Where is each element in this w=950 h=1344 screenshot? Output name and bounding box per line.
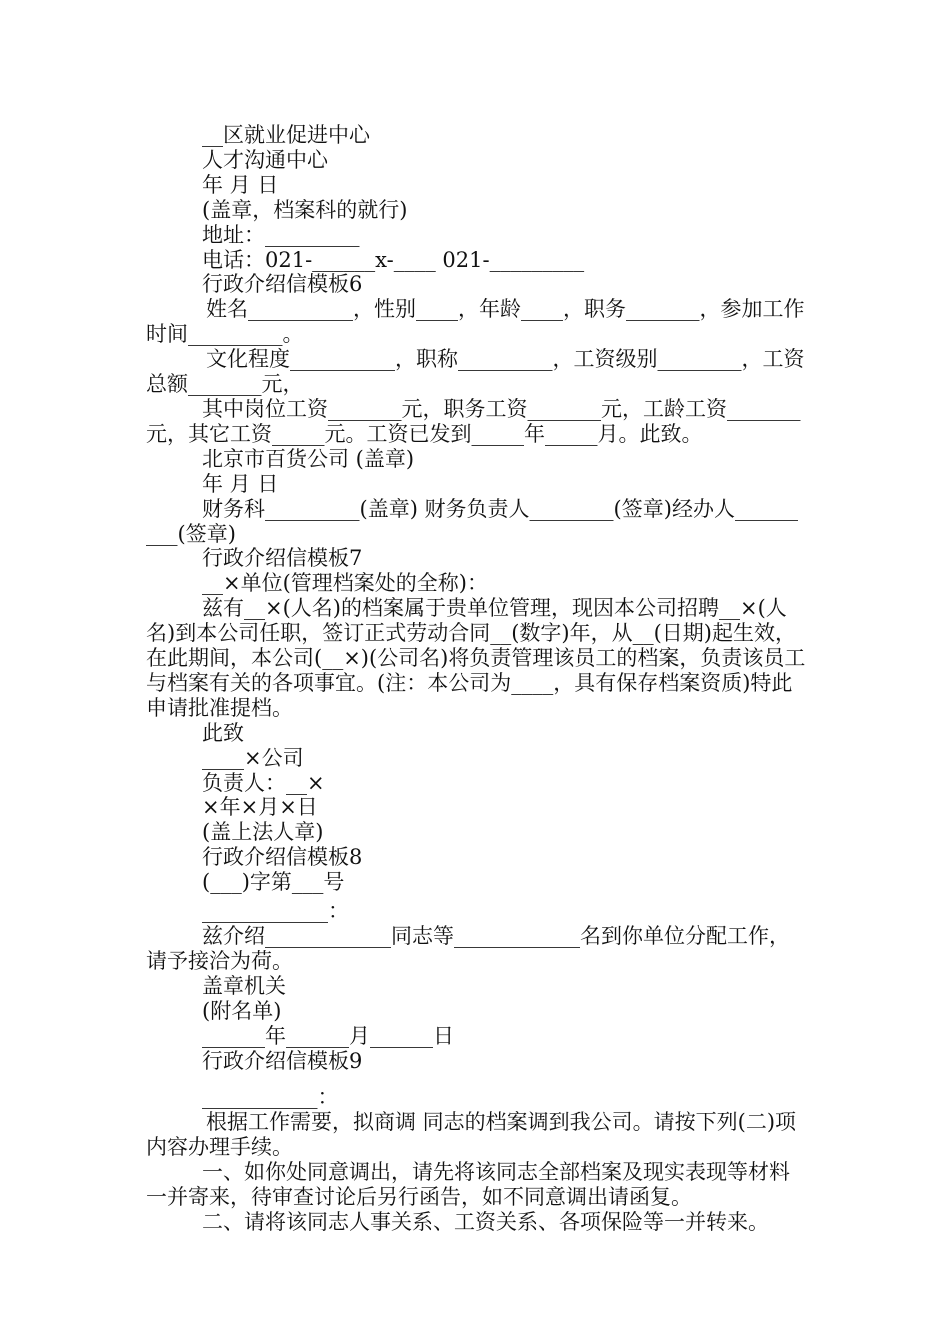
template-7-company: ____×公司 [202,745,304,770]
template-7-date: ×年×月×日 [202,795,318,820]
phone-line: 电话：021-______x-____ 021-_________ [202,247,585,272]
document-page [146,123,808,1235]
template-7-recipient: __×单位(管理档案处的全称)： [202,571,488,596]
template-8-date: ______年______月______日 [202,1023,454,1048]
template-7-stamp: (盖上法人章) [202,820,324,845]
template-9-item-2: 二、请将该同志人事关系、工资关系、各项保险等一并转来。 [202,1209,769,1234]
template-6-education: 文化程度__________，职称_________，工资级别________，工资总额_______元， [146,347,805,397]
template-9-item-1: 一、如你处同意调出，请先将该同志全部档案及现实表现等材料一并寄来，待审查讨论后另行函告，如不同意调出请函复。 [146,1160,790,1210]
template-9-intro: 根据工作需要，拟商调 同志的档案调到我公司。请按下列(二)项内容办理手续。 [146,1110,797,1160]
template-7-title: 行政介绍信模板7 [202,546,363,571]
template-6-signatures: 财务科_________(盖章) 财务负责人________(签章)经办人_________(签章) [146,496,798,546]
recipient-line: __区就业促进中心 [202,123,370,147]
template-6-personal-info: 姓名__________，性别____，年龄____，职务_______，参加工作时间_________。 [146,297,805,347]
template-6-title: 行政介绍信模板6 [202,272,363,297]
template-6-date: 年 月 日 [202,471,279,496]
template-8-title: 行政介绍信模板8 [202,845,363,870]
template-8-attachment: (附名单) [202,998,282,1023]
template-7-body: 兹有__×(人名)的档案属于贵单位管理，现因本公司招聘__×(人名)到本公司任职，签订正式劳动合同__(数字)年，从__(日期)起生效，在此期间，本公司(__×)(公司名)将负责管理该员工的档案，负责该员工与档案有关的各项事宜。(注：本公司为____，具有保存档案资质)特此申请批准提档。 [146,596,806,720]
template-8-number: (___)字第___号 [202,870,345,895]
template-9-recipient: ___________： [202,1085,339,1110]
template-8-body: 兹介绍____________同志等____________名到你单位分配工作，请予接洽为荷。 [146,924,790,973]
template-9-title: 行政介绍信模板9 [202,1048,363,1073]
date-line: 年 月 日 [202,172,279,197]
template-8-recipient: ____________： [202,899,349,924]
stamp-note: (盖章，档案科的就行) [202,197,408,222]
template-6-salary-detail: 其中岗位工资_______元，职务工资_______元，工龄工资_______元，其它工资_____元。工资已发到_____年_____月。此致。 [146,396,801,446]
template-8-stamp-org: 盖章机关 [202,973,286,998]
sender-line: 人才沟通中心 [202,147,328,172]
address-line: 地址：_________ [202,222,360,247]
template-6-issuer: 北京市百货公司 (盖章) [202,446,415,471]
template-7-responsible: 负责人：__× [202,770,325,795]
template-7-closing: 此致 [202,720,244,745]
